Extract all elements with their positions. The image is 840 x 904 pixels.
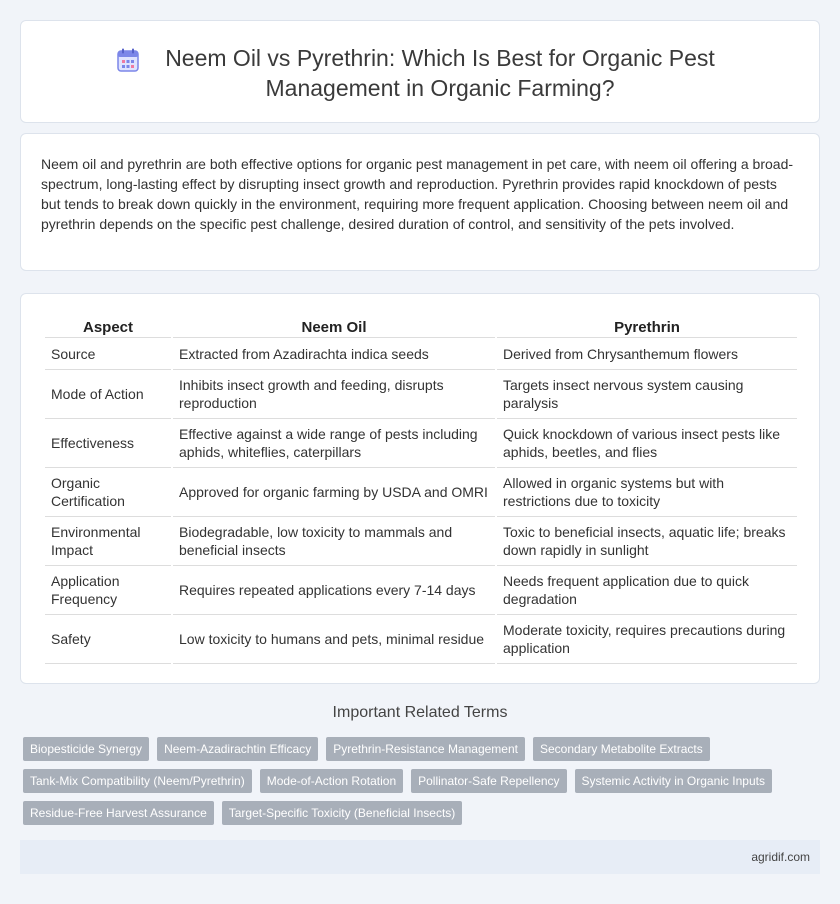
- summary-card: [20, 133, 820, 271]
- related-term-tag[interactable]: Biopesticide Synergy: [23, 737, 149, 761]
- cell-neem-oil: Low toxicity to humans and pets, minimal residue: [173, 615, 495, 664]
- related-term-tag[interactable]: Target-Specific Toxicity (Beneficial Insects): [222, 801, 463, 825]
- cell-pyrethrin: Derived from Chrysanthemum flowers: [497, 338, 797, 370]
- summary-paragraph: Neem oil and pyrethrin are both effective options for organic pest management in pet care, with neem oil offering a broad-spectrum, long-lasting effect by disrupting insect growth and reproduction. Pyrethrin provides rapid knockdown of pests but tends to break down quickly in the environment, requiring more frequent application. Choosing between neem oil and pyrethrin depends on the specific pest challenge, desired duration of control, and sensitivity of the pets involved.: [41, 156, 794, 232]
- header-pyrethrin: Pyrethrin: [497, 314, 797, 338]
- related-terms-list: [23, 737, 813, 833]
- cell-pyrethrin: Toxic to beneficial insects, aquatic life; breaks down rapidly in sunlight: [497, 517, 797, 566]
- header-aspect: Aspect: [45, 314, 171, 338]
- related-term-tag[interactable]: Pyrethrin-Resistance Management: [326, 737, 525, 761]
- related-term-tag[interactable]: Residue-Free Harvest Assurance: [23, 801, 214, 825]
- cell-neem-oil: Effective against a wide range of pests including aphids, whiteflies, caterpillars: [173, 419, 495, 468]
- related-terms-title: Important Related Terms: [332, 704, 508, 721]
- related-term-tag[interactable]: Mode-of-Action Rotation: [260, 769, 403, 793]
- related-term-tag[interactable]: Neem-Azadirachtin Efficacy: [157, 737, 318, 761]
- table-row: [45, 338, 797, 370]
- cell-neem-oil: Inhibits insect growth and feeding, disrupts reproduction: [173, 370, 495, 419]
- title-wrap: [21, 43, 819, 103]
- cell-aspect: Source: [45, 338, 171, 370]
- footer-site-link[interactable]: agridif.com: [751, 850, 810, 864]
- related-term-tag[interactable]: Tank-Mix Compatibility (Neem/Pyrethrin): [23, 769, 252, 793]
- table-row: [45, 615, 797, 664]
- tag-row: [23, 801, 813, 825]
- cell-neem-oil: Requires repeated applications every 7-14 days: [173, 566, 495, 615]
- related-term-tag[interactable]: Systemic Activity in Organic Inputs: [575, 769, 772, 793]
- comparison-card: [20, 293, 820, 684]
- cell-neem-oil: Approved for organic farming by USDA and OMRI: [173, 468, 495, 517]
- cell-aspect: Mode of Action: [45, 370, 171, 419]
- cell-pyrethrin: Allowed in organic systems but with restrictions due to toxicity: [497, 468, 797, 517]
- cell-aspect: Safety: [45, 615, 171, 664]
- cell-aspect: Environmental Impact: [45, 517, 171, 566]
- related-term-tag[interactable]: Secondary Metabolite Extracts: [533, 737, 710, 761]
- footer: [20, 840, 820, 874]
- cell-aspect: Organic Certification: [45, 468, 171, 517]
- calendar-icon: [117, 48, 139, 72]
- table-row: [45, 370, 797, 419]
- related-term-tag[interactable]: Pollinator-Safe Repellency: [411, 769, 566, 793]
- cell-pyrethrin: Moderate toxicity, requires precautions during application: [497, 615, 797, 664]
- cell-pyrethrin: Targets insect nervous system causing paralysis: [497, 370, 797, 419]
- table-row: [45, 566, 797, 615]
- cell-neem-oil: Biodegradable, low toxicity to mammals and beneficial insects: [173, 517, 495, 566]
- title-card: [20, 20, 820, 123]
- comparison-table: [43, 314, 799, 664]
- page-title: Neem Oil vs Pyrethrin: Which Is Best for Organic Pest Management in Organic Farming?: [165, 45, 715, 101]
- cell-aspect: Application Frequency: [45, 566, 171, 615]
- cell-neem-oil: Extracted from Azadirachta indica seeds: [173, 338, 495, 370]
- table-row: [45, 468, 797, 517]
- cell-aspect: Effectiveness: [45, 419, 171, 468]
- cell-pyrethrin: Quick knockdown of various insect pests like aphids, beetles, and flies: [497, 419, 797, 468]
- tag-row: [23, 737, 813, 761]
- header-neem-oil: Neem Oil: [173, 314, 495, 338]
- table-row: [45, 517, 797, 566]
- table-header-row: [45, 314, 797, 338]
- tag-row: [23, 769, 813, 793]
- cell-pyrethrin: Needs frequent application due to quick degradation: [497, 566, 797, 615]
- table-row: [45, 419, 797, 468]
